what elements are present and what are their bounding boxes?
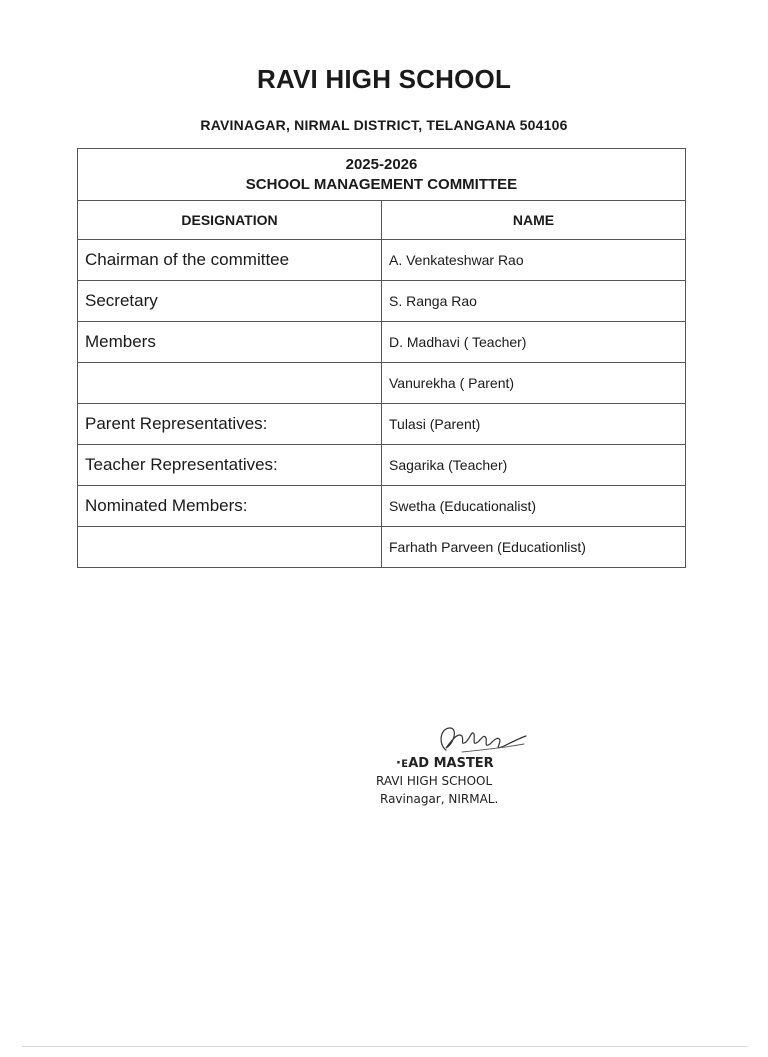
designation-cell xyxy=(78,363,382,404)
table-heading xyxy=(78,149,686,201)
page-edge-line xyxy=(22,1046,748,1047)
stamp-school: RAVI HIGH SCHOOL xyxy=(376,774,493,788)
table-row xyxy=(78,322,686,363)
name-cell: Swetha (Educationalist) xyxy=(382,486,686,527)
name-cell: S. Ranga Rao xyxy=(382,281,686,322)
name-cell: Vanurekha ( Parent) xyxy=(382,363,686,404)
name-header: NAME xyxy=(382,201,686,240)
designation-cell: Chairman of the committee xyxy=(78,240,382,281)
name-cell: Farhath Parveen (Educationlist) xyxy=(382,527,686,568)
table-row xyxy=(78,486,686,527)
committee-title: SCHOOL MANAGEMENT COMMITTEE xyxy=(245,175,518,193)
name-cell: Tulasi (Parent) xyxy=(382,404,686,445)
designation-header: DESIGNATION xyxy=(78,201,382,240)
headmaster-stamp xyxy=(372,722,542,822)
stamp-place: Ravinagar, NIRMAL. xyxy=(380,792,499,806)
designation-cell: Teacher Representatives: xyxy=(78,445,382,486)
committee-table xyxy=(77,148,686,568)
stamp-title: ·ᴇAD MASTER xyxy=(396,756,494,771)
name-cell: A. Venkateshwar Rao xyxy=(382,240,686,281)
committee-year: 2025-2026 xyxy=(345,155,418,173)
signature-icon xyxy=(432,722,532,756)
table-row xyxy=(78,445,686,486)
table-row xyxy=(78,240,686,281)
table-row xyxy=(78,363,686,404)
school-title: RAVI HIGH SCHOOL xyxy=(256,64,512,94)
table-row xyxy=(78,404,686,445)
name-cell: D. Madhavi ( Teacher) xyxy=(382,322,686,363)
designation-cell: Secretary xyxy=(78,281,382,322)
designation-cell: Nominated Members: xyxy=(78,486,382,527)
school-address: RAVINAGAR, NIRMAL DISTRICT, TELANGANA 504106 xyxy=(200,117,568,133)
designation-cell: Members xyxy=(78,322,382,363)
name-cell: Sagarika (Teacher) xyxy=(382,445,686,486)
designation-cell: Parent Representatives: xyxy=(78,404,382,445)
table-row xyxy=(78,281,686,322)
table-row xyxy=(78,527,686,568)
designation-cell xyxy=(78,527,382,568)
